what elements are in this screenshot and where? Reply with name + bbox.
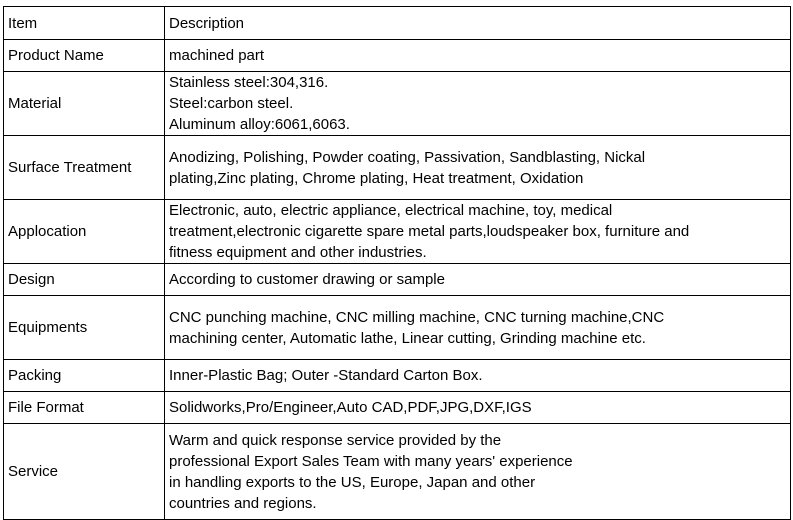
description-line: Electronic, auto, electric appliance, electrical machine, toy, medical	[169, 202, 613, 219]
description-cell	[165, 72, 791, 136]
item-cell: Surface Treatment	[4, 136, 165, 200]
item-cell: Service	[4, 424, 165, 520]
table-row	[4, 264, 791, 296]
description-cell	[165, 360, 791, 392]
item-cell: Material	[4, 72, 165, 136]
table-header-row	[4, 7, 791, 40]
description-line: Warm and quick response service provided by the	[169, 431, 502, 449]
item-cell: Packing	[4, 360, 165, 392]
header-item-cell: Item	[4, 7, 165, 40]
table-row	[4, 40, 791, 72]
item-cell: Equipments	[4, 296, 165, 360]
description-line: professional Export Sales Team with many years' experience	[169, 452, 573, 470]
table-row	[4, 424, 791, 520]
table-row	[4, 296, 791, 360]
description-cell	[165, 136, 791, 200]
description-cell	[165, 392, 791, 424]
description-line: According to customer drawing or sample	[169, 271, 445, 288]
description-cell	[165, 296, 791, 360]
table-row	[4, 72, 791, 136]
description-line: machined part	[169, 47, 265, 64]
description-line: treatment,electronic cigarette spare metal parts,loudspeaker box, furniture and	[169, 223, 690, 240]
description-line: Aluminum alloy:6061,6063.	[169, 116, 350, 133]
header-description-cell: Description	[165, 7, 791, 40]
description-line: Solidworks,Pro/Engineer,Auto CAD,PDF,JPG,DXF,IGS	[169, 399, 532, 416]
description-line: CNC punching machine, CNC milling machine, CNC turning machine,CNC	[169, 308, 665, 326]
description-cell	[165, 40, 791, 72]
item-cell: File Format	[4, 392, 165, 424]
description-line: plating,Zinc plating, Chrome plating, Heat treatment, Oxidation	[169, 169, 584, 187]
item-cell: Product Name	[4, 40, 165, 72]
description-line: Steel:carbon steel.	[169, 95, 294, 112]
description-line: in handling exports to the US, Europe, Japan and other	[169, 473, 536, 491]
table-row	[4, 136, 791, 200]
spec-table	[3, 6, 791, 520]
description-cell	[165, 424, 791, 520]
item-cell: Design	[4, 264, 165, 296]
table-row	[4, 392, 791, 424]
table-row	[4, 200, 791, 264]
table-row	[4, 360, 791, 392]
description-line: countries and regions.	[169, 494, 317, 512]
description-cell	[165, 264, 791, 296]
description-line: Stainless steel:304,316.	[169, 74, 329, 91]
description-line: Inner-Plastic Bag; Outer -Standard Carton Box.	[169, 367, 483, 384]
description-line: fitness equipment and other industries.	[169, 244, 427, 261]
description-line: Anodizing, Polishing, Powder coating, Passivation, Sandblasting, Nickal	[169, 148, 646, 166]
item-cell: Applocation	[4, 200, 165, 264]
description-line: machining center, Automatic lathe, Linear cutting, Grinding machine etc.	[169, 329, 646, 347]
description-cell	[165, 200, 791, 264]
